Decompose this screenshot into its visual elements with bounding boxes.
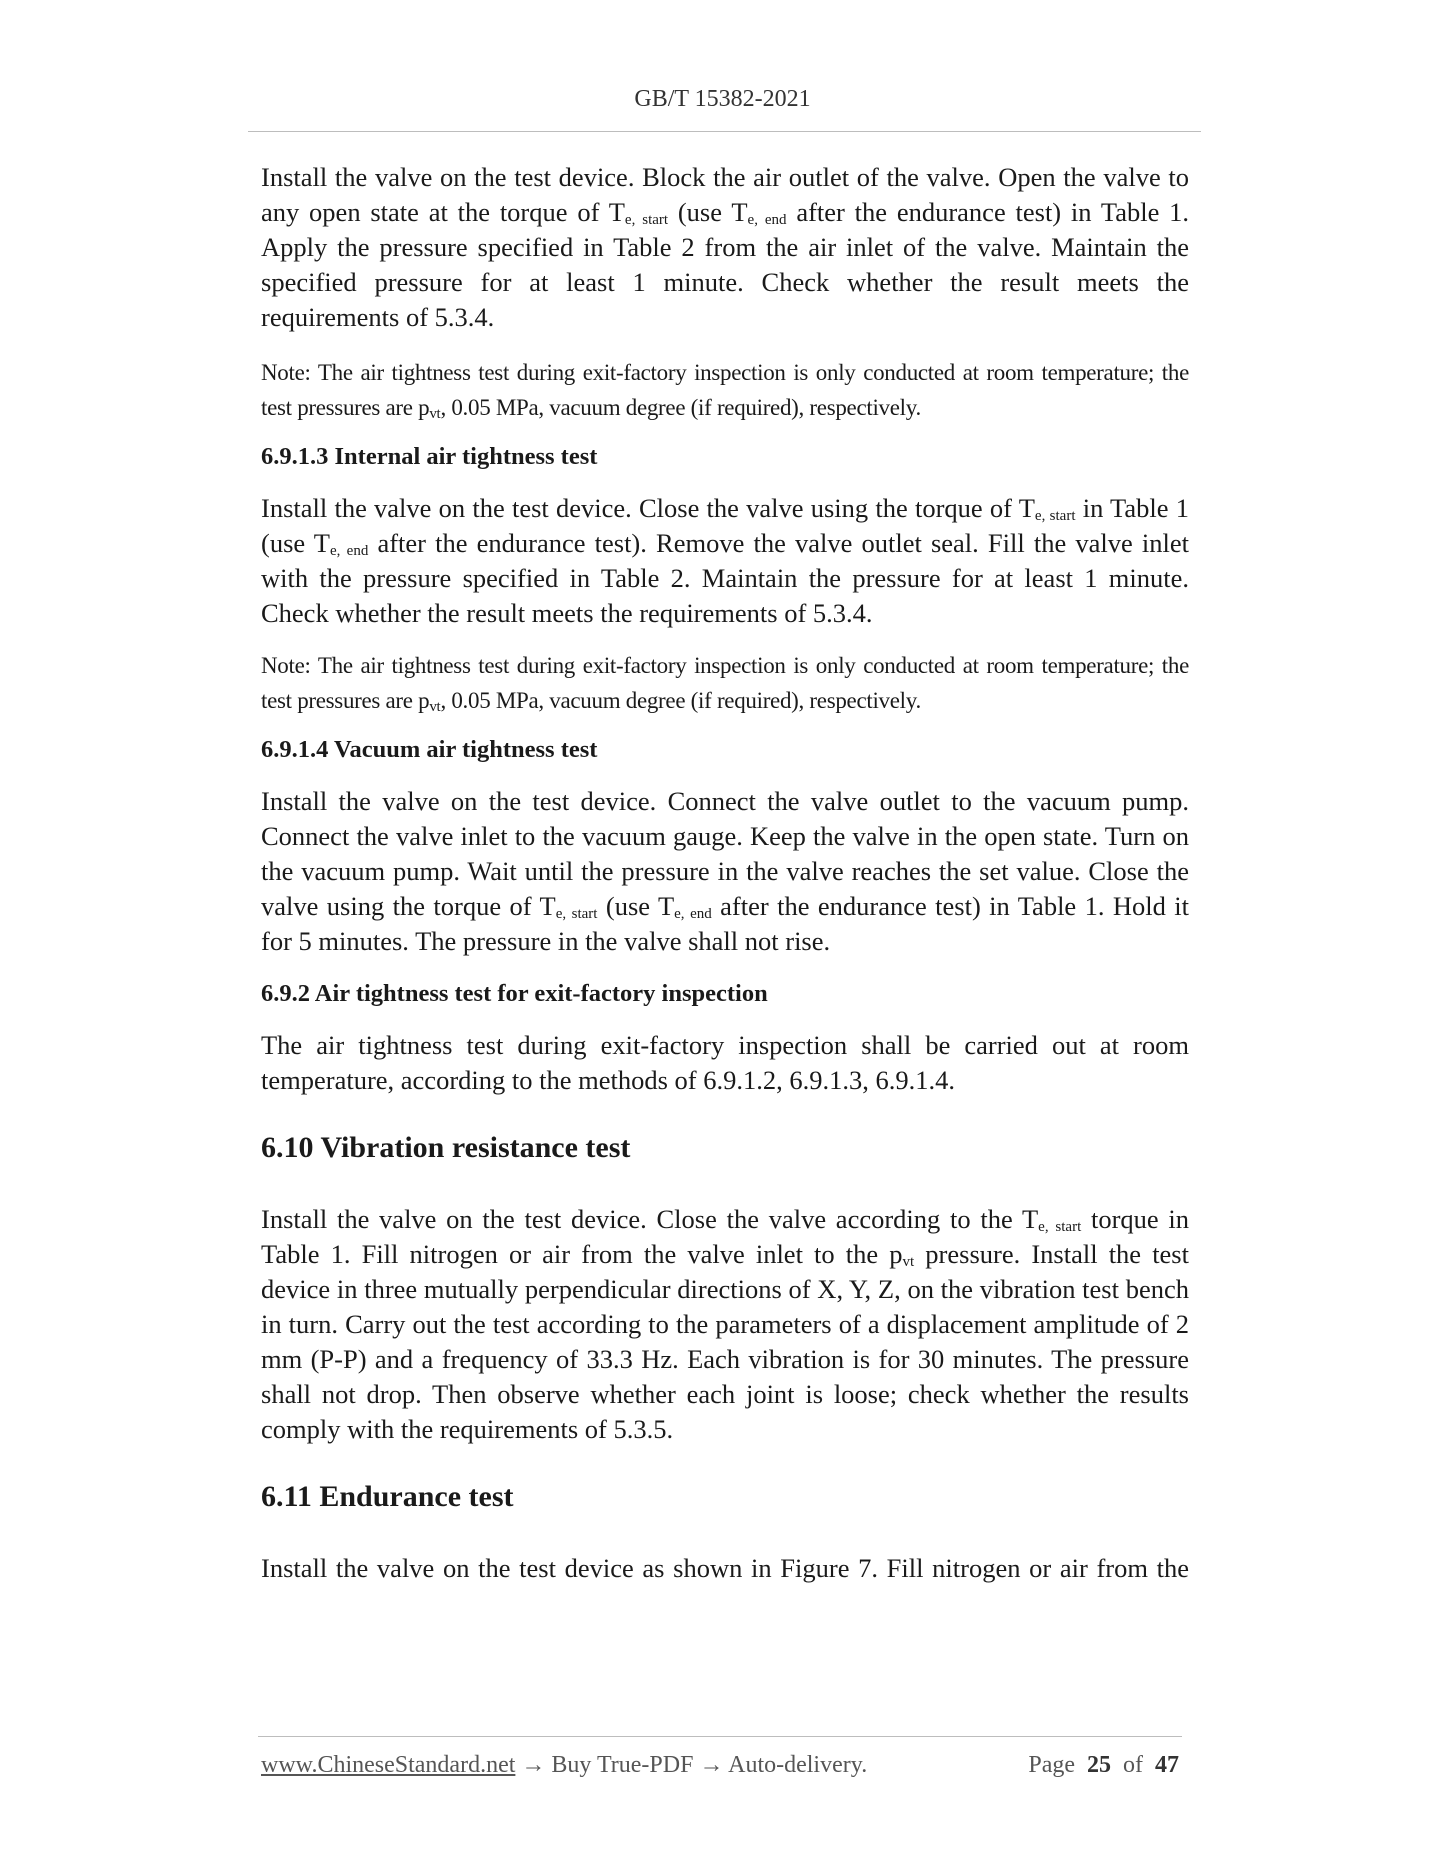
page-header: GB/T 15382-2021 — [634, 86, 811, 112]
footer-divider — [258, 1736, 1182, 1737]
paragraph-endurance-test: Install the valve on the test device as shown in Figure 7. Fill nitrogen or air from the — [261, 1553, 1189, 1583]
header-divider — [248, 131, 1201, 132]
document-body — [261, 160, 1189, 1586]
heading-6-10: 6.10 Vibration resistance test — [261, 1131, 631, 1164]
site-link[interactable]: www.ChineseStandard.net — [261, 1752, 516, 1778]
heading-6-9-1-3: 6.9.1.3 Internal air tightness test — [261, 443, 598, 470]
paragraph-valve-outlet-block: Install the valve on the test device. Block the air outlet of the valve. Open the valve to any open state at the torque of $T_{e, start}$ (use $T_{e, end}$ after the endurance test) in Table 1. Apply the pressure specified in Table 2 from the air inlet of the valve. Maintain the specified pressure for at least 1 minute. Check whether the result meets the requirements of 5.3.4. — [261, 162, 1190, 332]
heading-6-9-1-4: 6.9.1.4 Vacuum air tightness test — [261, 736, 598, 763]
current-page: 25 — [1087, 1752, 1111, 1778]
heading-6-9-2: 6.9.2 Air tightness test for exit-factory inspection — [261, 980, 768, 1007]
heading-6-11: 6.11 Endurance test — [261, 1480, 514, 1513]
paragraph-vibration-test: Install the valve on the test device. Close the valve according to the $T_{e, start}$ torque in Table 1. Fill nitrogen or air from the valve inlet to the $p_{vt}$ pressure. Install the test device in three mutually perpendicular directions of X, Y, Z, on the vibration test bench in turn. Carry out the test according to the parameters of a displacement amplitude of 2 mm (P-P) and a frequency of 33.3 Hz. Each vibration is for 30 minutes. The pressure shall not drop. Then observe whether each joint is loose; check whether the results comply with the requirements of 5.3.5. — [261, 1204, 1190, 1444]
page-indicator: Page 25 of 47 — [1028, 1752, 1179, 1778]
note-exit-factory-2: Note: The air tightness test during exit-factory inspection is only conducted at room temperature; the test pressures are $p_{vt}$, 0.05 MPa, vacuum degree (if required), respectively. — [261, 653, 1189, 715]
note-exit-factory-1: Note: The air tightness test during exit-factory inspection is only conducted at room temperature; the test pressures are $p_{vt}$, 0.05 MPa, vacuum degree (if required), respectively. — [261, 360, 1189, 422]
paragraph-exit-factory-method: The air tightness test during exit-factory inspection shall be carried out at room temperature, according to the methods of 6.9.1.2, 6.9.1.3, 6.9.1.4. — [261, 1030, 1189, 1095]
paragraph-vacuum-tightness: Install the valve on the test device. Connect the valve outlet to the vacuum pump. Connect the valve inlet to the vacuum gauge. Keep the valve in the open state. Turn on the vacuum pump. Wait until the pressure in the valve reaches the set value. Close the valve using the torque of $T_{e, start}$ (use $T_{e, end}$ after the endurance test) in Table 1. Hold it for 5 minutes. The pressure in the valve shall not rise. — [261, 786, 1190, 956]
paragraph-internal-tightness: Install the valve on the test device. Close the valve using the torque of $T_{e, start}$ in Table 1 (use $T_{e, end}$ after the endurance test). Remove the valve outlet seal. Fill the valve inlet with the pressure specified in Table 2. Maintain the pressure for at least 1 minute. Check whether the result meets the requirements of 5.3.4. — [261, 493, 1189, 628]
footer-promo: www.ChineseStandard.net → Buy True-PDF → Auto-delivery. — [261, 1752, 868, 1778]
total-pages: 47 — [1155, 1752, 1179, 1778]
